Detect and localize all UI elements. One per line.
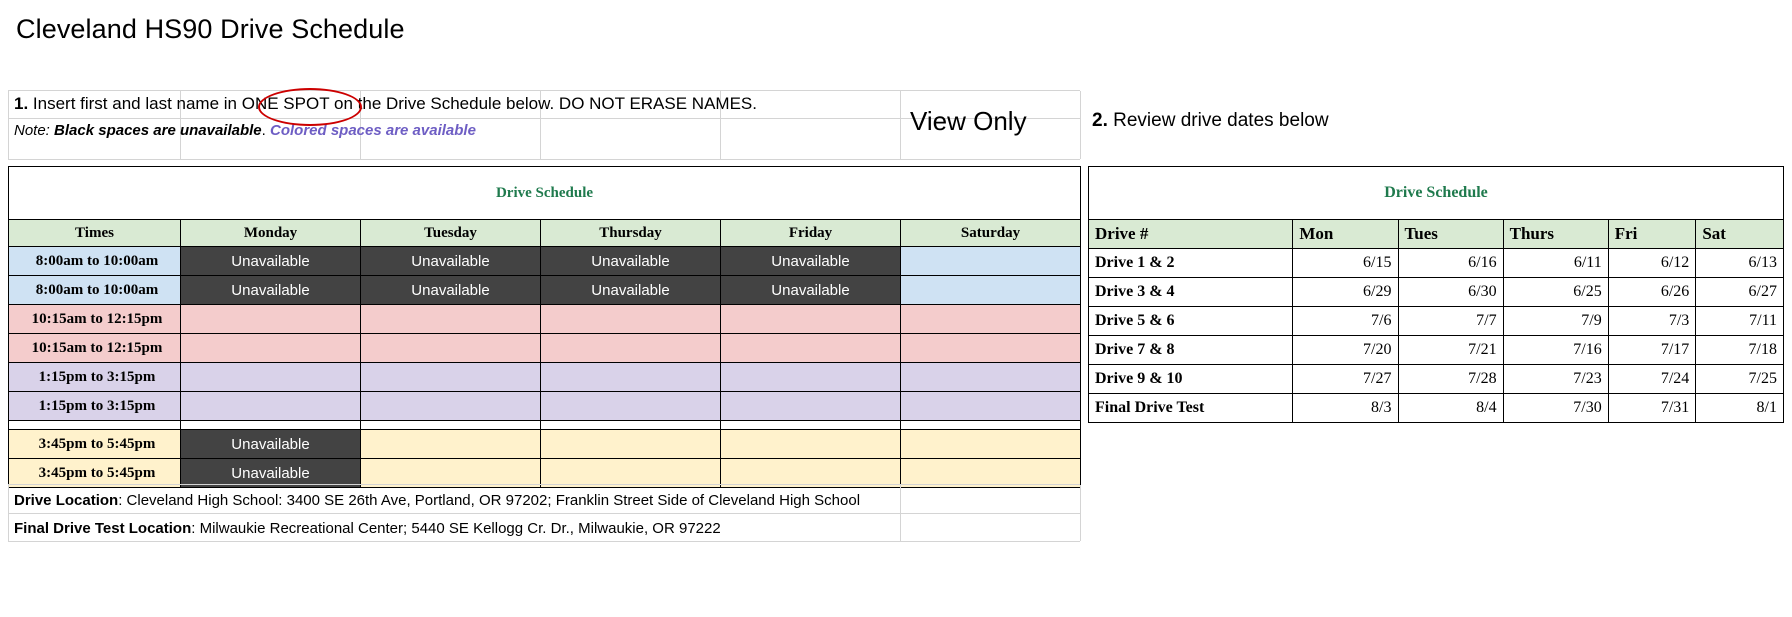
drive-date-cell: 6/27: [1696, 278, 1784, 307]
drive-date-cell: 8/1: [1696, 394, 1784, 423]
final-test-location-text: : Milwaukie Recreational Center; 5440 SE Kellogg Cr. Dr., Milwaukie, OR 97222: [191, 520, 721, 537]
schedule-column-header: Monday: [181, 220, 361, 247]
instruction-step-2: [1092, 110, 1329, 132]
schedule-cell-available[interactable]: [541, 305, 721, 334]
dates-row: [1089, 249, 1784, 278]
dates-column-header: Mon: [1293, 220, 1398, 249]
drive-number-label: Drive 3 & 4: [1089, 278, 1293, 307]
drive-date-cell: 7/9: [1503, 307, 1608, 336]
schedule-spacer-row: [9, 421, 1081, 430]
drive-location-label: Drive Location: [14, 492, 119, 509]
dates-column-header: Sat: [1696, 220, 1784, 249]
schedule-cell-unavailable: Unavailable: [181, 430, 361, 459]
page-title: Cleveland HS90 Drive Schedule: [16, 14, 405, 44]
step1-number: 1.: [14, 94, 29, 113]
schedule-cell-available[interactable]: [901, 305, 1081, 334]
schedule-spacer-cell: [541, 421, 721, 430]
dates-column-header: Drive #: [1089, 220, 1293, 249]
schedule-column-header: Saturday: [901, 220, 1081, 247]
grid-hline: [9, 513, 1080, 514]
schedule-time-label: 1:15pm to 3:15pm: [9, 363, 181, 392]
drive-date-cell: 7/18: [1696, 336, 1784, 365]
schedule-cell-unavailable: Unavailable: [721, 247, 901, 276]
grid-vline: [1080, 91, 1081, 159]
final-test-location-label: Final Drive Test Location: [14, 520, 192, 537]
schedule-spacer-cell: [181, 421, 361, 430]
schedule-time-label: 10:15am to 12:15pm: [9, 334, 181, 363]
drive-date-cell: 7/6: [1293, 307, 1398, 336]
schedule-cell-available[interactable]: [181, 305, 361, 334]
step1-highlight-text: ONE SPOT: [241, 94, 330, 113]
schedule-cell-available[interactable]: [181, 363, 361, 392]
schedule-cell-available[interactable]: [901, 247, 1081, 276]
drive-date-cell: 6/25: [1503, 278, 1608, 307]
note-separator: .: [261, 122, 266, 139]
schedule-cell-unavailable: Unavailable: [361, 247, 541, 276]
drive-date-cell: 7/20: [1293, 336, 1398, 365]
schedule-title: Drive Schedule: [9, 167, 1081, 220]
note-black-text: Black spaces are unavailable: [49, 122, 262, 139]
drive-dates-table: [1088, 166, 1784, 423]
drive-date-cell: 6/13: [1696, 249, 1784, 278]
drive-date-cell: 6/30: [1398, 278, 1503, 307]
drive-number-label: Drive 1 & 2: [1089, 249, 1293, 278]
schedule-row: [9, 334, 1081, 363]
schedule-cell-unavailable: Unavailable: [181, 459, 361, 488]
schedule-cell-unavailable: Unavailable: [361, 276, 541, 305]
schedule-cell-available[interactable]: [901, 334, 1081, 363]
drive-date-cell: 6/12: [1608, 249, 1696, 278]
schedule-cell-available[interactable]: [541, 334, 721, 363]
schedule-cell-available[interactable]: [901, 430, 1081, 459]
drive-number-label: Final Drive Test: [1089, 394, 1293, 423]
view-only-label: View Only: [910, 106, 1027, 136]
schedule-cell-available[interactable]: [541, 430, 721, 459]
schedule-spacer-cell: [721, 421, 901, 430]
drive-date-cell: 7/25: [1696, 365, 1784, 394]
grid-vline: [900, 91, 901, 159]
schedule-row: [9, 392, 1081, 421]
schedule-cell-available[interactable]: [181, 392, 361, 421]
dates-row: [1089, 278, 1784, 307]
step1-text-after: on the Drive Schedule below. DO NOT ERASE NAMES.: [329, 94, 757, 113]
schedule-spacer-cell: [901, 421, 1081, 430]
grid-vline: [1080, 485, 1081, 541]
schedule-cell-available[interactable]: [721, 305, 901, 334]
dates-column-header: Thurs: [1503, 220, 1608, 249]
schedule-cell-unavailable: Unavailable: [541, 276, 721, 305]
instruction-step-1: [14, 94, 757, 114]
schedule-row: [9, 363, 1081, 392]
schedule-cell-available[interactable]: [361, 363, 541, 392]
drive-date-cell: 7/3: [1608, 307, 1696, 336]
step2-number: 2.: [1092, 110, 1108, 131]
dates-row: [1089, 336, 1784, 365]
schedule-cell-available[interactable]: [721, 334, 901, 363]
schedule-row: [9, 247, 1081, 276]
dates-title-row: [1089, 167, 1784, 220]
schedule-row: [9, 276, 1081, 305]
schedule-cell-available[interactable]: [181, 334, 361, 363]
schedule-row: [9, 305, 1081, 334]
drive-date-cell: 7/27: [1293, 365, 1398, 394]
step2-text: Review drive dates below: [1107, 110, 1329, 131]
drive-date-cell: 7/31: [1608, 394, 1696, 423]
drive-date-cell: 7/30: [1503, 394, 1608, 423]
schedule-time-label: 8:00am to 10:00am: [9, 276, 181, 305]
drive-date-cell: 7/7: [1398, 307, 1503, 336]
drive-date-cell: 7/11: [1696, 307, 1784, 336]
dates-column-header: Fri: [1608, 220, 1696, 249]
schedule-cell-available[interactable]: [541, 363, 721, 392]
schedule-time-label: 8:00am to 10:00am: [9, 247, 181, 276]
drive-location-line: [14, 492, 860, 509]
note-label: Note:: [14, 122, 50, 139]
schedule-cell-available[interactable]: [721, 363, 901, 392]
drive-date-cell: 7/21: [1398, 336, 1503, 365]
drive-date-cell: 7/23: [1503, 365, 1608, 394]
schedule-row: [9, 430, 1081, 459]
schedule-time-label: 3:45pm to 5:45pm: [9, 430, 181, 459]
drive-date-cell: 7/24: [1608, 365, 1696, 394]
note-colored-text: Colored spaces are available: [265, 122, 476, 139]
drive-date-cell: 8/3: [1293, 394, 1398, 423]
schedule-cell-available[interactable]: [721, 392, 901, 421]
schedule-column-header: Friday: [721, 220, 901, 247]
dates-column-header: Tues: [1398, 220, 1503, 249]
schedule-cell-available[interactable]: [901, 363, 1081, 392]
schedule-cell-available[interactable]: [721, 430, 901, 459]
schedule-cell-available[interactable]: [361, 430, 541, 459]
instruction-note: [14, 122, 476, 139]
grid-hline: [9, 118, 720, 119]
schedule-cell-unavailable: Unavailable: [181, 247, 361, 276]
schedule-title-row: [9, 167, 1081, 220]
schedule-cell-available[interactable]: [901, 392, 1081, 421]
drive-number-label: Drive 9 & 10: [1089, 365, 1293, 394]
schedule-header-row: [9, 220, 1081, 247]
schedule-time-label: 10:15am to 12:15pm: [9, 305, 181, 334]
schedule-cell-available[interactable]: [361, 305, 541, 334]
dates-row: [1089, 394, 1784, 423]
drive-number-label: Drive 5 & 6: [1089, 307, 1293, 336]
schedule-column-header: Thursday: [541, 220, 721, 247]
drive-date-cell: 6/29: [1293, 278, 1398, 307]
dates-header-row: [1089, 220, 1784, 249]
drive-date-cell: 6/11: [1503, 249, 1608, 278]
drive-date-cell: 8/4: [1398, 394, 1503, 423]
drive-number-label: Drive 7 & 8: [1089, 336, 1293, 365]
schedule-cell-unavailable: Unavailable: [181, 276, 361, 305]
step1-text-before: Insert first and last name in: [28, 94, 242, 113]
schedule-cell-unavailable: Unavailable: [541, 247, 721, 276]
schedule-spacer-cell: [9, 421, 181, 430]
drive-schedule-table: [8, 166, 1081, 488]
schedule-column-header: Tuesday: [361, 220, 541, 247]
schedule-column-header: Times: [9, 220, 181, 247]
drive-date-cell: 7/16: [1503, 336, 1608, 365]
drive-location-text: : Cleveland High School: 3400 SE 26th Ave, Portland, OR 97202; Franklin Street Side of Cleveland High School: [118, 492, 861, 509]
dates-title: Drive Schedule: [1089, 167, 1784, 220]
schedule-cell-available[interactable]: [361, 334, 541, 363]
final-test-location-line: [14, 520, 721, 537]
dates-row: [1089, 365, 1784, 394]
drive-date-cell: 7/28: [1398, 365, 1503, 394]
schedule-cell-available[interactable]: [901, 276, 1081, 305]
footer-block: [8, 484, 1080, 542]
schedule-cell-available[interactable]: [541, 392, 721, 421]
schedule-cell-available[interactable]: [361, 392, 541, 421]
drive-date-cell: 6/15: [1293, 249, 1398, 278]
schedule-spacer-cell: [361, 421, 541, 430]
drive-date-cell: 6/26: [1608, 278, 1696, 307]
dates-row: [1089, 307, 1784, 336]
schedule-cell-unavailable: Unavailable: [721, 276, 901, 305]
drive-date-cell: 7/17: [1608, 336, 1696, 365]
drive-date-cell: 6/16: [1398, 249, 1503, 278]
schedule-time-label: 3:45pm to 5:45pm: [9, 459, 181, 488]
schedule-time-label: 1:15pm to 3:15pm: [9, 392, 181, 421]
